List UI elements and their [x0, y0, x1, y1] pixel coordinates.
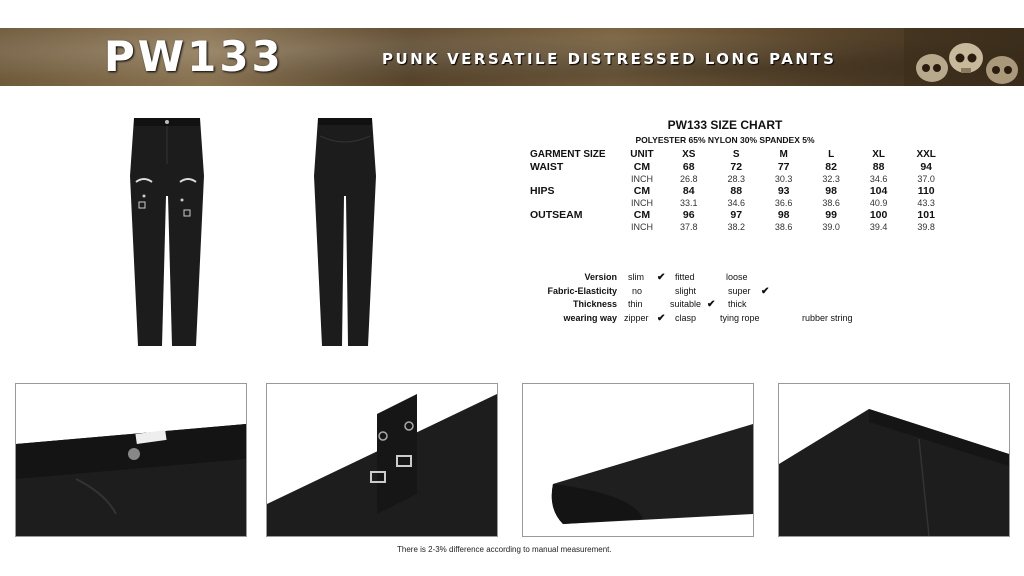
value-cell: 104: [869, 185, 888, 197]
value-cell: 40.9: [869, 198, 888, 208]
value-cell: 36.6: [774, 198, 793, 208]
product-title: PUNK VERSATILE DISTRESSED LONG PANTS: [382, 50, 837, 68]
value-cell: 94: [920, 161, 933, 173]
table-row: [530, 197, 950, 209]
value-cell: 68: [682, 161, 695, 173]
row-label: OUTSEAM: [530, 209, 583, 221]
table-row: [530, 221, 950, 233]
table-row: [530, 185, 950, 197]
value-cell: 98: [777, 209, 790, 221]
product-code: PW133: [104, 32, 284, 81]
attr-name: Version: [584, 272, 617, 282]
size-chart: [530, 118, 950, 233]
value-cell: 99: [825, 209, 837, 221]
value-cell: 38.6: [822, 198, 840, 208]
value-cell: 88: [730, 185, 743, 197]
value-cell: 101: [917, 209, 935, 221]
value-cell: 98: [825, 185, 837, 197]
table-row: [530, 173, 950, 185]
attr-option: clasp: [675, 312, 697, 323]
value-cell: 38.6: [774, 222, 793, 232]
attr-option: slight: [675, 285, 697, 296]
unit-cell: CM: [633, 161, 651, 173]
value-cell: 33.1: [679, 198, 698, 208]
check-icon: ✔: [657, 312, 666, 324]
detail-photo-buckle: [266, 383, 498, 537]
material-composition: POLYESTER 65% NYLON 30% SPANDEX 5%: [635, 135, 815, 145]
value-cell: 39.4: [869, 222, 888, 232]
header-label: GARMENT SIZE: [530, 149, 606, 160]
check-icon: ✔: [761, 285, 770, 297]
value-cell: 110: [917, 185, 935, 197]
value-cell: 96: [682, 209, 695, 221]
row-label: WAIST: [530, 161, 564, 173]
size-label: S: [732, 149, 740, 160]
table-row: [530, 209, 950, 221]
attr-option: slim: [628, 272, 644, 282]
value-cell: 34.6: [727, 198, 745, 208]
attr-option: fitted: [675, 272, 695, 282]
detail-photo-back-waist: [778, 383, 1010, 537]
size-label: L: [828, 149, 835, 160]
attr-option: no: [632, 285, 643, 296]
attr-name: Fabric-Elasticity: [547, 285, 617, 296]
size-label: XS: [682, 149, 696, 160]
size-label: M: [779, 149, 788, 160]
attr-option: tying rope: [720, 312, 760, 323]
header-unit: UNIT: [630, 149, 654, 160]
pants-front-image: [122, 116, 212, 350]
detail-photo-waistband: [15, 383, 247, 537]
unit-cell: INCH: [630, 198, 653, 208]
value-cell: 26.8: [679, 174, 698, 184]
attr-option: zipper: [624, 312, 649, 323]
value-cell: 82: [825, 161, 837, 173]
table-row: [530, 161, 950, 173]
value-cell: 43.3: [917, 198, 935, 208]
unit-cell: INCH: [630, 174, 653, 184]
value-cell: 28.3: [727, 174, 745, 184]
value-cell: 39.0: [822, 222, 840, 232]
size-chart-title: PW133 SIZE CHART: [667, 118, 783, 132]
size-label: XXL: [916, 149, 936, 160]
size-label: XL: [872, 149, 885, 160]
waistband-detail-icon: [16, 384, 246, 536]
size-table-header: [530, 149, 950, 161]
value-cell: 37.8: [679, 222, 698, 232]
value-cell: 77: [777, 161, 790, 173]
size-table: [530, 149, 950, 233]
attr-option: super: [728, 285, 751, 296]
detail-photo-hem: [522, 383, 754, 537]
value-cell: 38.2: [727, 222, 745, 232]
value-cell: 30.3: [774, 174, 793, 184]
value-cell: 72: [730, 161, 743, 173]
unit-cell: INCH: [630, 222, 653, 232]
measurement-footnote: There is 2-3% difference according to manual measurement.: [397, 545, 612, 554]
value-cell: 32.3: [822, 174, 840, 184]
attr-option: loose: [726, 272, 748, 282]
value-cell: 100: [869, 209, 888, 221]
unit-cell: CM: [633, 185, 651, 197]
attr-option: thick: [728, 299, 747, 309]
value-cell: 93: [777, 185, 790, 197]
attr-option: rubber string: [802, 312, 853, 323]
pants-back-image: [310, 116, 380, 350]
buckle-detail-icon: [267, 384, 497, 536]
skulls-decoration-icon: [904, 28, 1024, 86]
header-banner: [0, 28, 1024, 86]
attr-name: Thickness: [572, 299, 617, 309]
value-cell: 84: [682, 185, 695, 197]
value-cell: 97: [730, 209, 743, 221]
value-cell: 88: [872, 161, 885, 173]
row-label: HIPS: [530, 185, 555, 197]
attr-name: wearing way: [563, 312, 617, 323]
unit-cell: CM: [633, 209, 651, 221]
value-cell: 34.6: [869, 174, 888, 184]
attr-option: suitable: [670, 299, 702, 309]
check-icon: ✔: [657, 272, 666, 283]
hem-detail-icon: [523, 384, 753, 536]
value-cell: 39.8: [917, 222, 935, 232]
attr-option: thin: [628, 299, 643, 309]
check-icon: ✔: [707, 299, 716, 310]
back-waist-detail-icon: [779, 384, 1009, 536]
value-cell: 37.0: [917, 174, 935, 184]
